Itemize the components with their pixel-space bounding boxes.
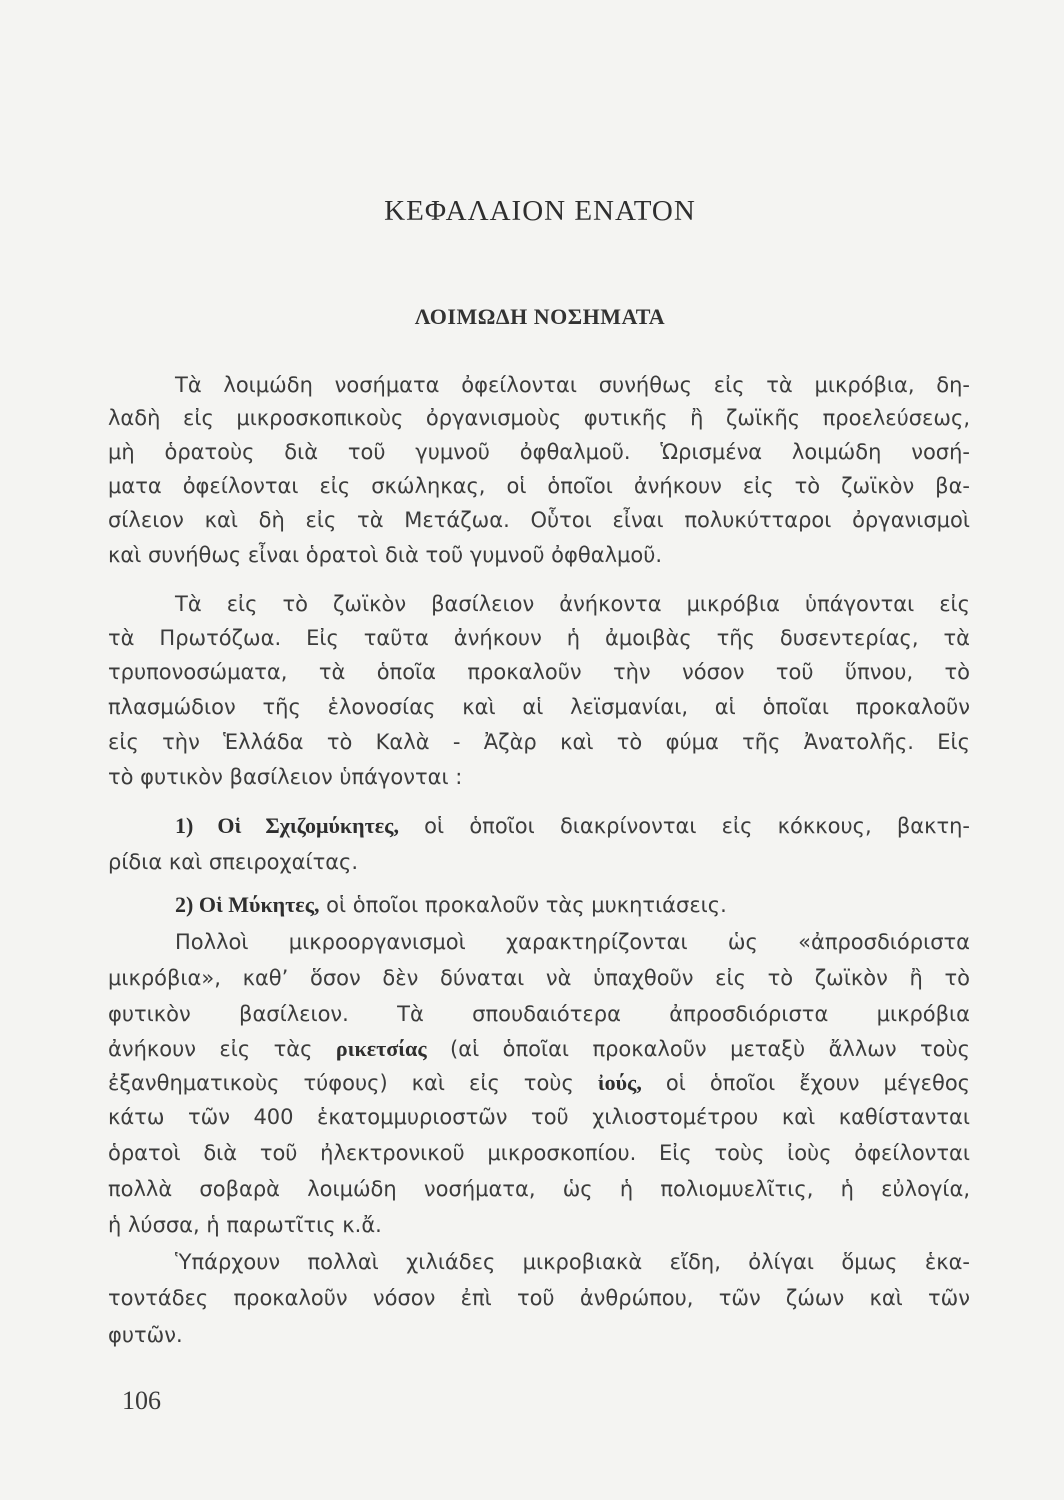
text-segment: ἡ λύσσα, ἡ παρωτῖτις κ.ἄ. (108, 1213, 382, 1237)
text-line (175, 588, 970, 620)
text-segment: μὴ ὁρατοὺς διὰ τοῦ γυμνοῦ ὀφθαλμοῦ. Ὡρισμένα λοιμώδη νοσή- (108, 440, 970, 464)
text-line (175, 1246, 970, 1278)
text-segment: μικρόβια», καθ’ ὅσον δὲν δύναται νὰ ὑπαχθοῦν εἰς τὸ ζωϊκὸν ἢ τὸ (108, 966, 970, 990)
text-line (108, 470, 970, 502)
text-segment: οἱ ὁποῖοι προκαλοῦν τὰς μυκητιάσεις. (319, 893, 727, 917)
text-segment: τρυπονοσώματα, τὰ ὁποῖα προκαλοῦν τὴν νόσον τοῦ ὕπνου, τὸ (108, 660, 970, 684)
text-line (108, 1137, 970, 1169)
text-line (175, 369, 970, 401)
text-segment: φυτικὸν βασίλειον. Τὰ σπουδαιότερα ἀπροσδιόριστα μικρόβια (108, 1002, 970, 1026)
text-line (108, 539, 970, 571)
text-segment: τὰ Πρωτόζωα. Εἰς ταῦτα ἀνήκουν ἡ ἀμοιβὰς τῆς δυσεντερίας, τὰ (108, 626, 970, 650)
text-line (108, 761, 970, 793)
text-line (108, 622, 970, 654)
text-segment: ἐξανθηματικοὺς τύφους) καὶ εἰς τοὺς (108, 1071, 598, 1095)
text-segment: κάτω τῶν 400 ἑκατομμυριοστῶν τοῦ χιλιοστομέτρου καὶ καθίστανται (108, 1105, 970, 1129)
text-line (108, 962, 970, 994)
text-line (108, 1033, 970, 1065)
chapter-title: ΚΕΦΑΛΑΙΟΝ ΕΝΑΤΟΝ (384, 195, 696, 227)
text-segment: τὸ φυτικὸν βασίλειον ὑπάγονται : (108, 765, 463, 789)
text-line (108, 1173, 970, 1205)
text-segment: ρίδια καὶ σπειροχαίτας. (108, 850, 359, 874)
section-title: ΛΟΙΜΩΔΗ ΝΟΣΗΜΑΤΑ (414, 304, 666, 329)
text-segment: οἱ ὁποῖοι ἔχουν μέγεθος (641, 1071, 970, 1095)
text-segment: σίλειον καὶ δὴ εἰς τὰ Μετάζωα. Οὗτοι εἶναι πολυκύτταροι ὀργανισμοὶ (108, 508, 970, 532)
text-line (108, 504, 970, 536)
text-segment: πλασμώδιον τῆς ἑλονοσίας καὶ αἱ λεϊσμανίαι, αἱ ὁποῖαι προκαλοῦν (108, 695, 970, 719)
text-segment: λαδὴ εἰς μικροσκοπικοὺς ὀργανισμοὺς φυτικῆς ἢ ζωϊκῆς προελεύσεως, (108, 406, 970, 430)
text-line (108, 402, 970, 434)
text-segment: καὶ συνήθως εἶναι ὁρατοὶ διὰ τοῦ γυμνοῦ ὀφθαλμοῦ. (108, 543, 663, 567)
text-segment: πολλὰ σοβαρὰ λοιμώδη νοσήματα, ὡς ἡ πολιομυελῖτις, ἡ εὐλογία, (108, 1177, 970, 1201)
text-segment: Τὰ λοιμώδη νοσήματα ὀφείλονται συνήθως εἰς τὰ μικρόβια, δη- (175, 373, 970, 397)
text-line (108, 726, 970, 758)
text-line (108, 846, 970, 878)
text-line (175, 889, 970, 921)
text-segment: Ὑπάρχουν πολλαὶ χιλιάδες μικροβιακὰ εἴδη, ὀλίγαι ὅμως ἑκα- (175, 1250, 970, 1274)
text-segment: εἰς τὴν Ἑλλάδα τὸ Καλὰ - Ἀζὰρ καὶ τὸ φύμα τῆς Ἀνατολῆς. Εἰς (108, 730, 970, 754)
text-segment: ματα ὀφείλονται εἰς σκώληκας, οἱ ὁποῖοι ἀνήκουν εἰς τὸ ζωϊκὸν βα- (108, 474, 970, 498)
text-segment: ἀνήκουν εἰς τὰς (108, 1037, 336, 1061)
text-segment: τοντάδες προκαλοῦν νόσον ἐπὶ τοῦ ἀνθρώπου, τῶν ζώων καὶ τῶν (108, 1286, 970, 1310)
text-line (108, 1101, 970, 1133)
bold-term: ἰούς, (597, 1070, 642, 1095)
text-line (108, 436, 970, 468)
text-segment: ὁρατοὶ διὰ τοῦ ἠλεκτρονικοῦ μικροσκοπίου. Εἰς τοὺς ἰοὺς ὀφείλονται (108, 1141, 970, 1165)
text-segment: οἱ ὁποῖοι διακρίνονται εἰς κόκκους, βακτη- (398, 814, 970, 838)
text-line (108, 1319, 970, 1351)
text-line (175, 926, 970, 958)
bold-term: 1) Οἱ Σχιζομύκητες, (175, 813, 399, 838)
bold-term: 2) Οἱ Μύκητες, (175, 892, 320, 917)
text-line (108, 1067, 970, 1099)
text-segment: Τὰ εἰς τὸ ζωϊκὸν βασίλειον ἀνήκοντα μικρόβια ὑπάγονται εἰς (175, 592, 970, 616)
page-number: 106 (122, 1386, 161, 1415)
text-segment: Πολλοὶ μικροοργανισμοὶ χαρακτηρίζονται ὡς «ἀπροσδιόριστα (175, 930, 970, 954)
text-line (108, 998, 970, 1030)
text-line (108, 656, 970, 688)
bold-term: ρικετσίας (335, 1036, 427, 1061)
text-segment: (αἱ ὁποῖαι προκαλοῦν μεταξὺ ἄλλων τοὺς (426, 1037, 971, 1061)
text-segment: φυτῶν. (108, 1323, 183, 1347)
text-line (175, 810, 970, 842)
text-line (108, 1209, 970, 1241)
text-line (108, 1282, 970, 1314)
text-line (108, 691, 970, 723)
